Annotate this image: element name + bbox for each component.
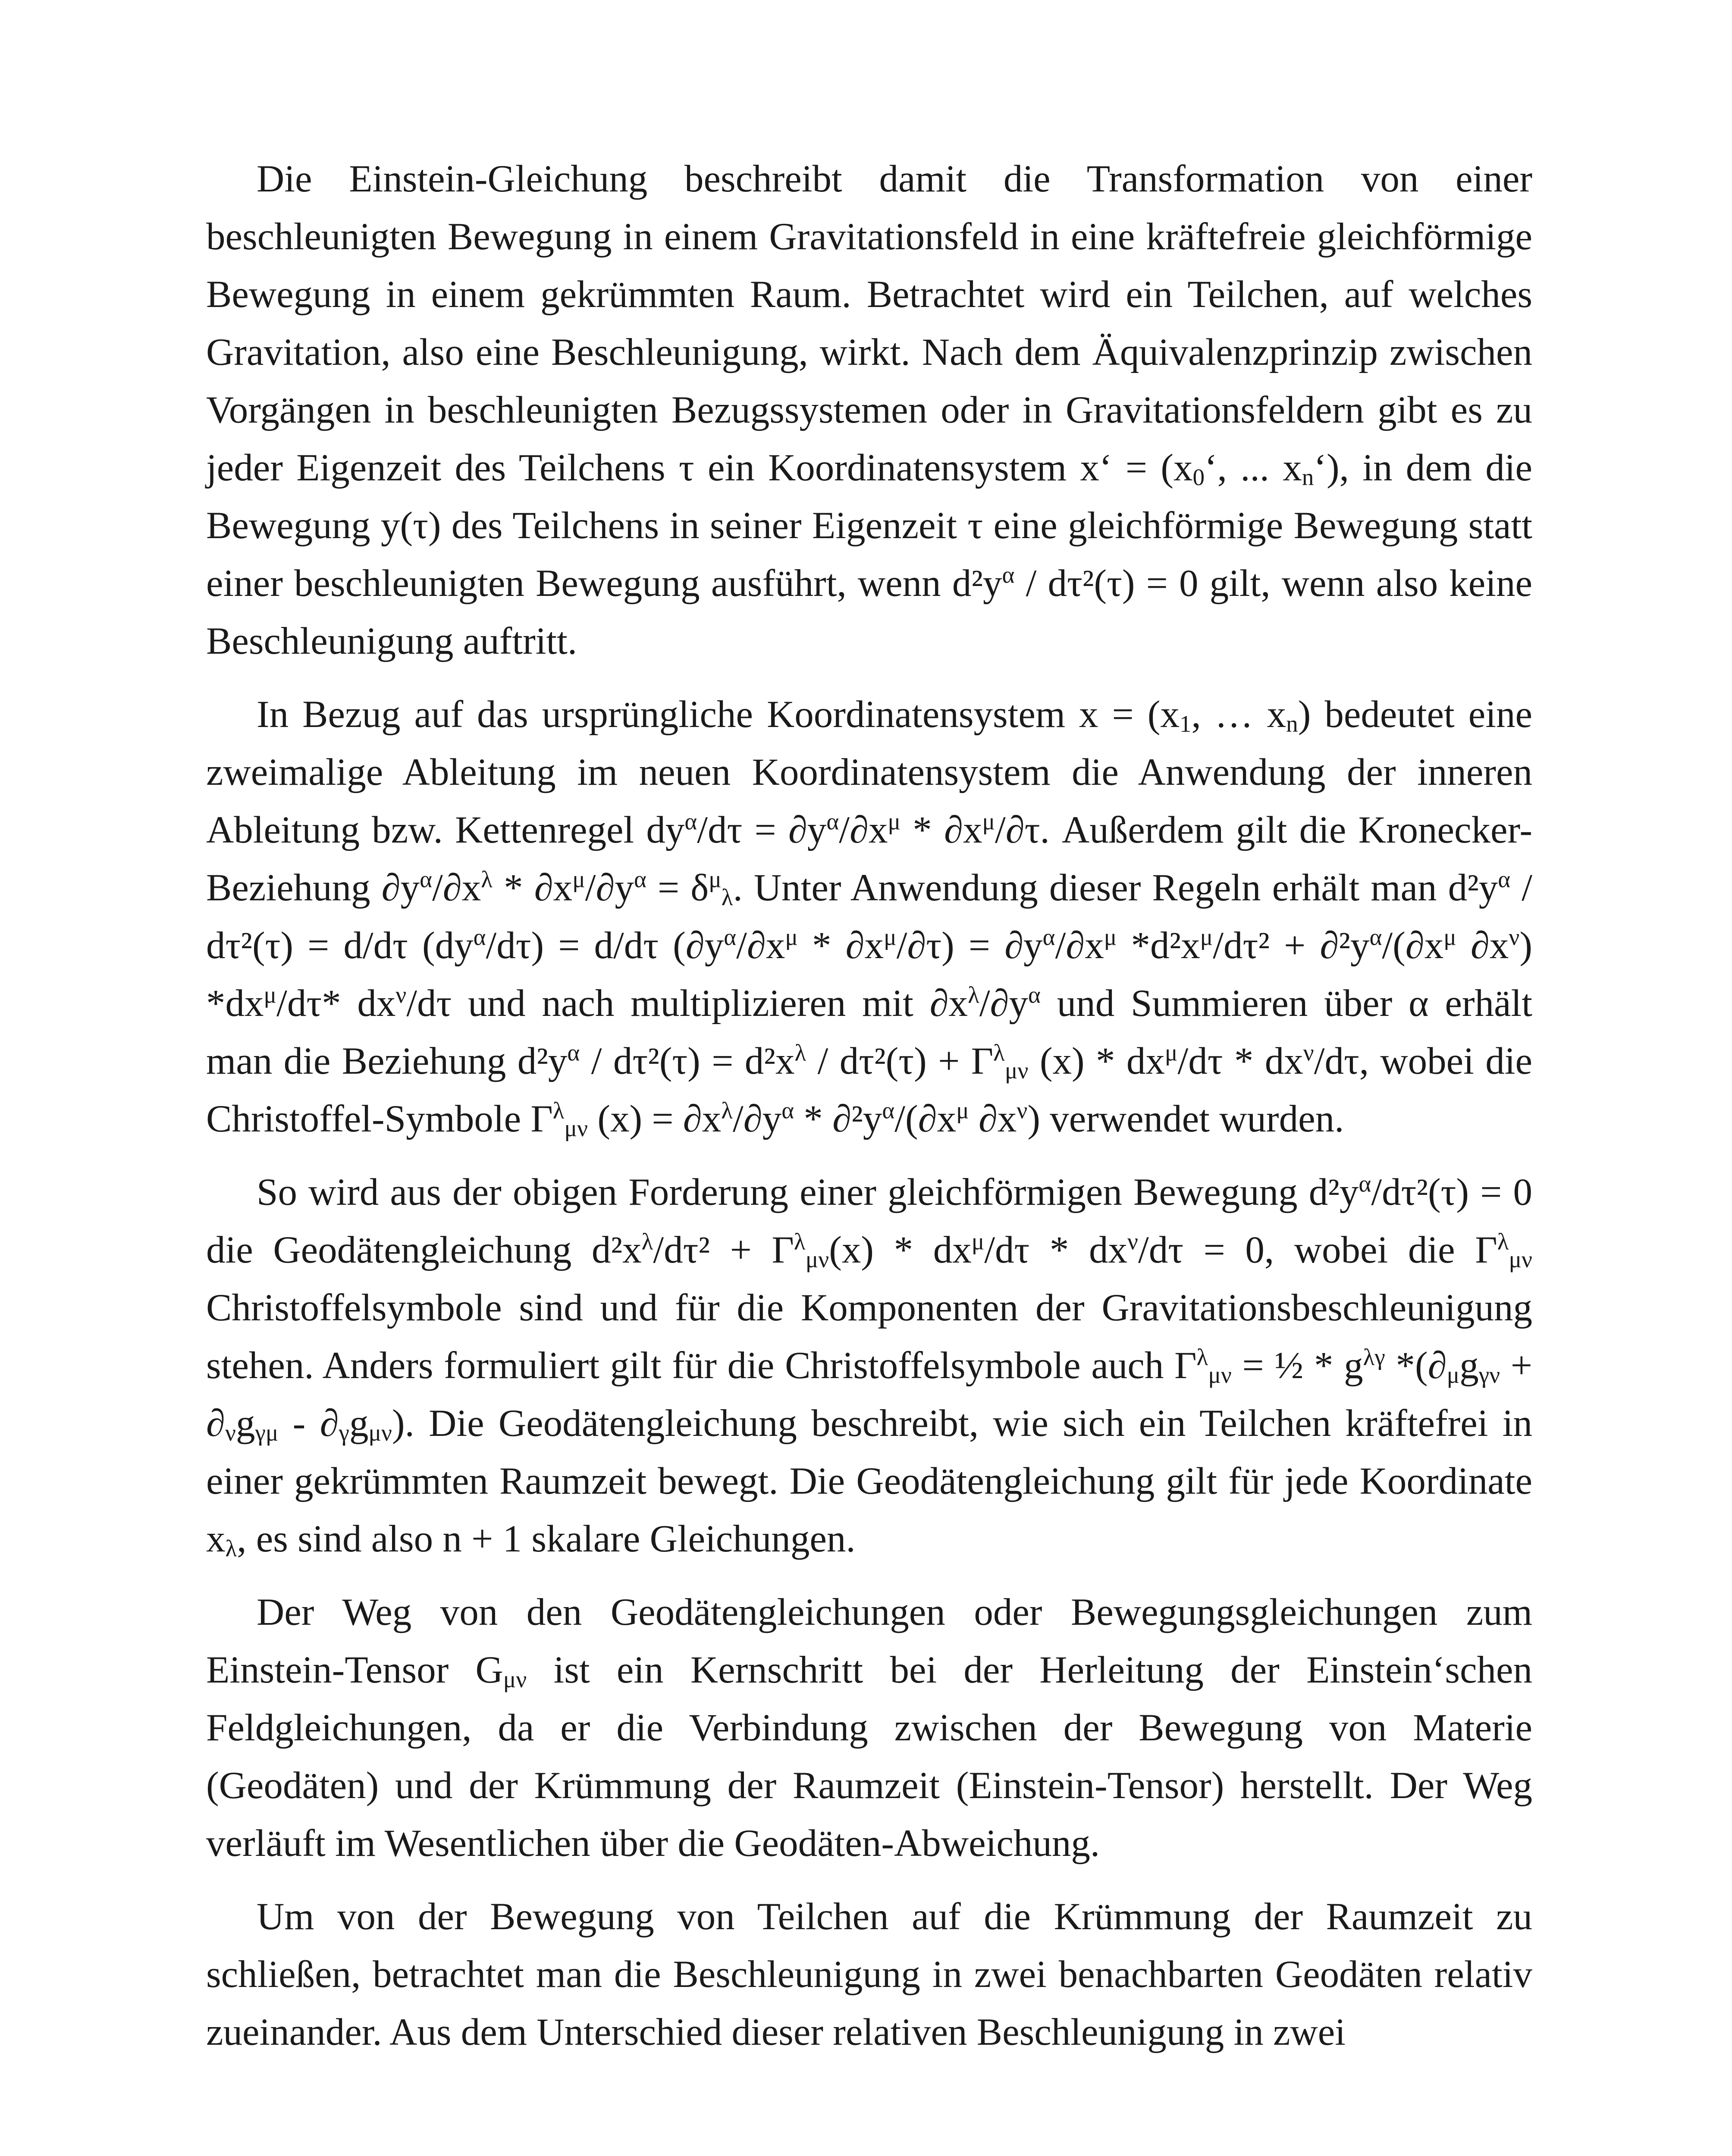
paragraph-coordinate-system: In Bezug auf das ursprüngliche Koordinatensystem $x = (x_1$, … $x_n$) bedeutet eine zweimalige Ableitung im neuen Koordinatensystem die Anwendung der inneren Ableitung bzw. Kettenregel $dy^\alpha/d\tau = \partial y^\alpha/\partial x^\mu * \partial x^\mu/\partial\tau$. Außerdem gilt die Kronecker-Beziehung $\partial y^\alpha/\partial x^\lambda * \partial x^\mu/\partial y^\alpha = \delta^\mu_\lambda$. Unter Anwendung dieser Regeln erhält man $d^2y^\alpha / d\tau^2(\tau) = d/d\tau$ $(dy^\alpha/d\tau) = d/d\tau$ $(\partial y^\alpha/\partial x^\mu * \partial x^\mu/\partial\tau) = \partial y^\alpha/\partial x^\mu$ $*d^2x^\mu$/dτ² + $\partial^2y^\alpha/(\partial x^\mu$ $\partial x^\nu$) $*dx^\mu/d\tau*$ $dx^\nu/d\tau$ und nach multiplizieren mit $\partial x^\lambda/\partial y^\alpha$ und Summieren über α erhält man die Beziehung $d^2y^\alpha / d\tau^2(\tau) = d^2x^\lambda / d\tau^2(\tau) + \Gamma^\lambda_{\mu\nu}$ $(x) * dx^\mu/d\tau * dx^\nu/d\tau$, wobei die Christoffel-Symbole $\Gamma^\lambda_{\mu\nu}$ $(x) = \partial x^\lambda/\partial y^\alpha * \partial^2y^\alpha/(\partial x^\mu$ $\partial x^\nu$) verwendet wurden. (206, 693, 1533, 1142)
paragraph-einstein-equation: Die Einstein-Gleichung beschreibt damit die Transformation von einer beschleunigten Bewegung in einem Gravitationsfeld in eine kräftefreie gleichförmige Bewegung in einem gekrümmten Raum. Betrachtet wird ein Teilchen, auf welches Gravitation, also eine Beschleunigung, wirkt. Nach dem Äquivalenzprinzip zwischen Vorgängen in beschleunigten Bezugssystemen oder in Gravitationsfeldern gibt es zu jeder Eigenzeit des Teilchens τ ein Koordinatensystem x‘ = ($x_0‘$, ... $x_n‘$), in dem die Bewegung y(τ) des Teilchens in seiner Eigenzeit τ eine gleichförmige Bewegung statt einer beschleunigten Bewegung ausführt, wenn $d^2y^\alpha / d\tau^2(\tau) = 0$ gilt, wenn also keine Beschleunigung auftritt. (206, 158, 1532, 662)
paragraph-einstein-tensor: Der Weg von den Geodätengleichungen oder Bewegungsgleichungen zum Einstein-Tensor $G_{\mu\nu}$ ist ein Kernschritt bei der Herleitung der Einstein‘schen Feldgleichungen, da er die Verbindung zwischen der Bewegung von Materie (Geodäten) und der Krümmung der Raumzeit (Einstein-Tensor) herstellt. Der Weg verläuft im Wesentlichen über die Geodäten-Abweichung. (206, 1591, 1532, 1865)
paragraph-geodesic-equation: So wird aus der obigen Forderung einer gleichförmigen Bewegung $d^2y^\alpha/d\tau^2(\tau) = 0$ die Geodätengleichung $d^2x^\lambda$/dτ² + $\Gamma^\lambda_{\mu\nu}(x) * dx^\mu/d\tau * dx^\nu/d\tau = 0$, wobei die $\Gamma^\lambda_{\mu\nu}$ Christoffelsymbole sind und für die Komponenten der Gravitationsbeschleunigung stehen. Anders formuliert gilt für die Christoffelsymbole auch $\Gamma^\lambda_{\mu\nu}$ = ½ * $g^{\lambda\gamma}$ $*(\partial_\mu g_{\gamma\nu} + \partial_\nu g_{\gamma\mu} - \partial_\gamma g_{\mu\nu})$. Die Geodätengleichung beschreibt, wie sich ein Teilchen kräftefrei in einer gekrümmten Raumzeit bewegt. Die Geodätengleichung gilt für jede Koordinate $x_\lambda$, es sind also n + 1 skalare Gleichungen. (206, 1170, 1532, 1562)
body-text (206, 150, 1532, 2077)
paragraph-spacetime-curvature: Um von der Bewegung von Teilchen auf die Krümmung der Raumzeit zu schließen, betrachtet man die Beschleunigung in zwei benachbarten Geodäten relativ zueinander. Aus dem Unterschied dieser relativen Beschleunigung in zwei (206, 1896, 1532, 2053)
